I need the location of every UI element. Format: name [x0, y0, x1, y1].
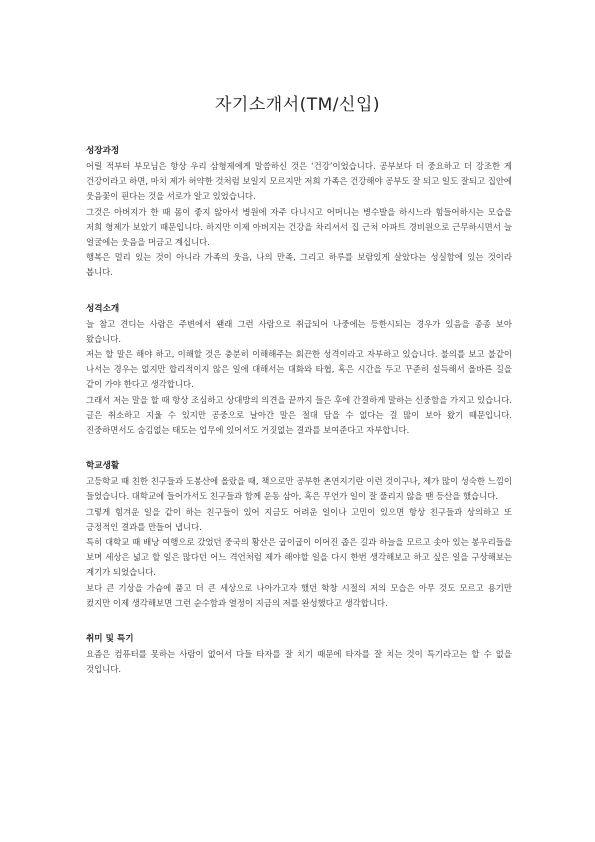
paragraph: 고등학교 때 친한 친구들과 도봉산에 올랐을 때, 책으로만 공부한 촌연지기란 이런 것이구나, 제가 많이 성숙한 느낌이 들었습니다. 대학교에 들어가서도 친구들과 함께 운동 삼아, 혹은 무언가 일이 잘 풀리지 않을 땐 등산을 했습니다.: [86, 476, 512, 502]
section-hobbies: [86, 632, 512, 677]
paragraph: 저는 할 말은 해야 하고, 이해할 것은 충분히 이해해주는 회끈한 성격이라고 자부하고 있습니다. 불의를 보고 불같이 나서는 경우는 없지만 합리적이지 않은 일에 대해서는 대화와 타협, 혹은 시간을 두고 꾸준히 설득해서 올바른 길을 같이 가야 한다고 생각합니다.: [86, 349, 512, 390]
section-heading: 학교생활: [86, 461, 120, 472]
paragraph: 그것은 아버지가 한 때 몸이 좋지 않아서 병원에 자주 다니시고 어머니는 병수발을 하시느라 힘들어하시는 모습을 저희 형제가 보았기 때문입니다. 하지만 이제 아버지는 건강을 차리셔서 집 근처 아파트 경비원으로 근무하시면서 늘 얼굴에는 웃음을 머금고 계십니다.: [86, 206, 512, 248]
document-title: 자기소개서(TM/신입): [215, 95, 380, 115]
paragraph: 늘 참고 견디는 사람은 주변에서 왠래 그런 사람으로 취급되어 나중에는 등한시되는 경우가 있음을 종종 보아 왔습니다.: [86, 318, 512, 344]
section-spacer: [86, 438, 512, 459]
paragraph: 그렇게 힘겨운 일을 같이 하는 친구들이 있어 지금도 어려운 일이나 고민이 있으면 항상 친구들과 상의하고 또 긍정적인 결과를 만들어 냅니다.: [86, 506, 512, 532]
paragraph: 요즘은 컴퓨터를 못하는 사람이 없어서 다들 타자를 잘 치기 때문에 타자를 잘 치는 것이 특기라고는 할 수 없을 것입니다.: [86, 649, 512, 675]
section-heading: 취미 및 특기: [86, 634, 134, 645]
document-body: [86, 144, 512, 677]
section-heading: 성장과정: [86, 146, 120, 156]
paragraph: 행복은 멀리 있는 것이 아니라 가족의 웃음, 나의 만족, 그리고 하루를 보람있게 살았다는 성실함에 있는 것이라 봅니다.: [86, 252, 512, 278]
section-spacer: [86, 611, 512, 632]
section-school-life: [86, 459, 512, 611]
section-growth: [86, 144, 512, 281]
section-heading: 성격소개: [86, 303, 120, 314]
section-spacer: [86, 281, 512, 302]
paragraph: 특히 대학교 때 배낭 여행으로 갔었던 중국의 황산은 굽이굽이 이어진 좁은 길과 하늘을 모르고 솟아 있는 봉우리들을 보며 세상은 넓고 할 일은 많다던 어느 격언처럼 제가 해야할 일을 다시 한번 생각해보고 하고 싶은 일을 구상해보는 계기가 되었습니다.: [86, 537, 512, 578]
paragraph: 그래서 저는 말을 할 때 항상 조심하고 상대방의 의견을 끝까지 들은 후에 간결하게 말하는 신중함을 가지고 있습니다. 글은 취소하고 지울 수 있지만 공중으로 날아간 말은 절대 담을 수 없다는 걸 많이 보아 왔기 때문입니다. 진중하면서도 숨김없는 태도는 업무에 있어서도 거짓없는 결과를 보여준다고 자부합니다.: [86, 394, 512, 436]
paragraph: 어릴 적부터 부모님은 항상 우리 삼형제에게 말씀하신 것은 ‘건강’이었습니다. 공부보다 더 중요하고 더 강조한 게 건강이라고 하면, 마치 제가 허약한 것처럼 보일지 모르지만 저희 가족은 건강해야 공부도 잘 되고 일도 잘되고 집안에 웃음꽃이 핀다는 것을 서로가 알고 있었습니다.: [86, 161, 512, 202]
section-personality: [86, 302, 512, 439]
paragraph: 보다 큰 기상을 가슴에 품고 더 큰 세상으로 나아가고자 했던 학창 시절의 저의 모습은 아무 것도 모르고 용기만 컸지만 이제 생각해보면 그런 순수함과 열정이 지금의 저를 완성했다고 생각합니다.: [86, 582, 512, 608]
